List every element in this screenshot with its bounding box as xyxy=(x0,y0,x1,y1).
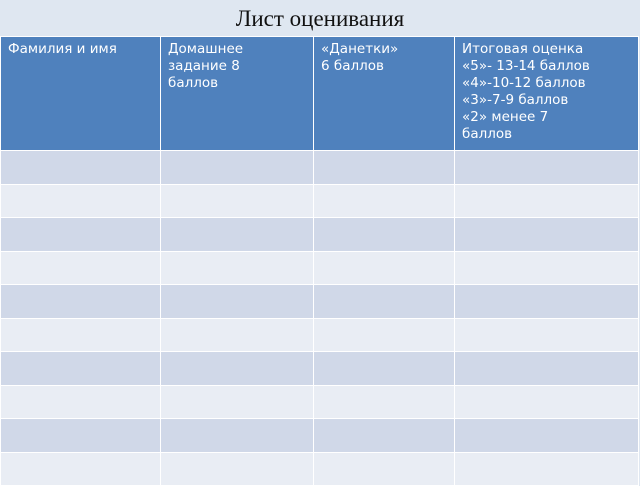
final-grade-cell[interactable] xyxy=(455,385,639,419)
table-row xyxy=(1,285,639,319)
table-row xyxy=(1,352,639,386)
danetki-cell[interactable] xyxy=(314,285,455,319)
final-grade-cell[interactable] xyxy=(455,318,639,352)
header-final-grade: Итоговая оценка «5»- 13-14 баллов «4»-10-12 баллов «3»-7-9 баллов «2» менее 7 баллов xyxy=(455,37,639,151)
homework-cell[interactable] xyxy=(161,251,314,285)
table-row xyxy=(1,251,639,285)
page-title: Лист оценивания xyxy=(235,6,405,31)
table-row xyxy=(1,419,639,453)
header-homework: Домашнее задание 8 баллов xyxy=(161,37,314,151)
table-row xyxy=(1,151,639,185)
name-cell[interactable] xyxy=(1,452,161,486)
name-cell[interactable] xyxy=(1,151,161,185)
name-cell[interactable] xyxy=(1,285,161,319)
danetki-cell[interactable] xyxy=(314,318,455,352)
danetki-cell[interactable] xyxy=(314,184,455,218)
grading-table xyxy=(0,36,639,486)
final-grade-cell[interactable] xyxy=(455,218,639,252)
name-cell[interactable] xyxy=(1,352,161,386)
danetki-cell[interactable] xyxy=(314,452,455,486)
name-cell[interactable] xyxy=(1,218,161,252)
homework-cell[interactable] xyxy=(161,419,314,453)
danetki-cell[interactable] xyxy=(314,352,455,386)
name-cell[interactable] xyxy=(1,419,161,453)
header-danetki: «Данетки» 6 баллов xyxy=(314,37,455,151)
homework-cell[interactable] xyxy=(161,151,314,185)
homework-cell[interactable] xyxy=(161,285,314,319)
homework-cell[interactable] xyxy=(161,318,314,352)
final-grade-cell[interactable] xyxy=(455,352,639,386)
danetki-cell[interactable] xyxy=(314,151,455,185)
final-grade-cell[interactable] xyxy=(455,251,639,285)
table-row xyxy=(1,218,639,252)
table-row xyxy=(1,318,639,352)
homework-cell[interactable] xyxy=(161,352,314,386)
name-cell[interactable] xyxy=(1,385,161,419)
name-cell[interactable] xyxy=(1,251,161,285)
table-row xyxy=(1,452,639,486)
danetki-cell[interactable] xyxy=(314,218,455,252)
homework-cell[interactable] xyxy=(161,184,314,218)
table-row xyxy=(1,184,639,218)
homework-cell[interactable] xyxy=(161,452,314,486)
name-cell[interactable] xyxy=(1,318,161,352)
homework-cell[interactable] xyxy=(161,218,314,252)
danetki-cell[interactable] xyxy=(314,251,455,285)
danetki-cell[interactable] xyxy=(314,419,455,453)
name-cell[interactable] xyxy=(1,184,161,218)
homework-cell[interactable] xyxy=(161,385,314,419)
final-grade-cell[interactable] xyxy=(455,419,639,453)
final-grade-cell[interactable] xyxy=(455,184,639,218)
table-body xyxy=(1,151,639,486)
header-name: Фамилия и имя xyxy=(1,37,161,151)
danetki-cell[interactable] xyxy=(314,385,455,419)
final-grade-cell[interactable] xyxy=(455,452,639,486)
final-grade-cell[interactable] xyxy=(455,151,639,185)
table-row xyxy=(1,385,639,419)
final-grade-cell[interactable] xyxy=(455,285,639,319)
header-row xyxy=(1,37,639,151)
